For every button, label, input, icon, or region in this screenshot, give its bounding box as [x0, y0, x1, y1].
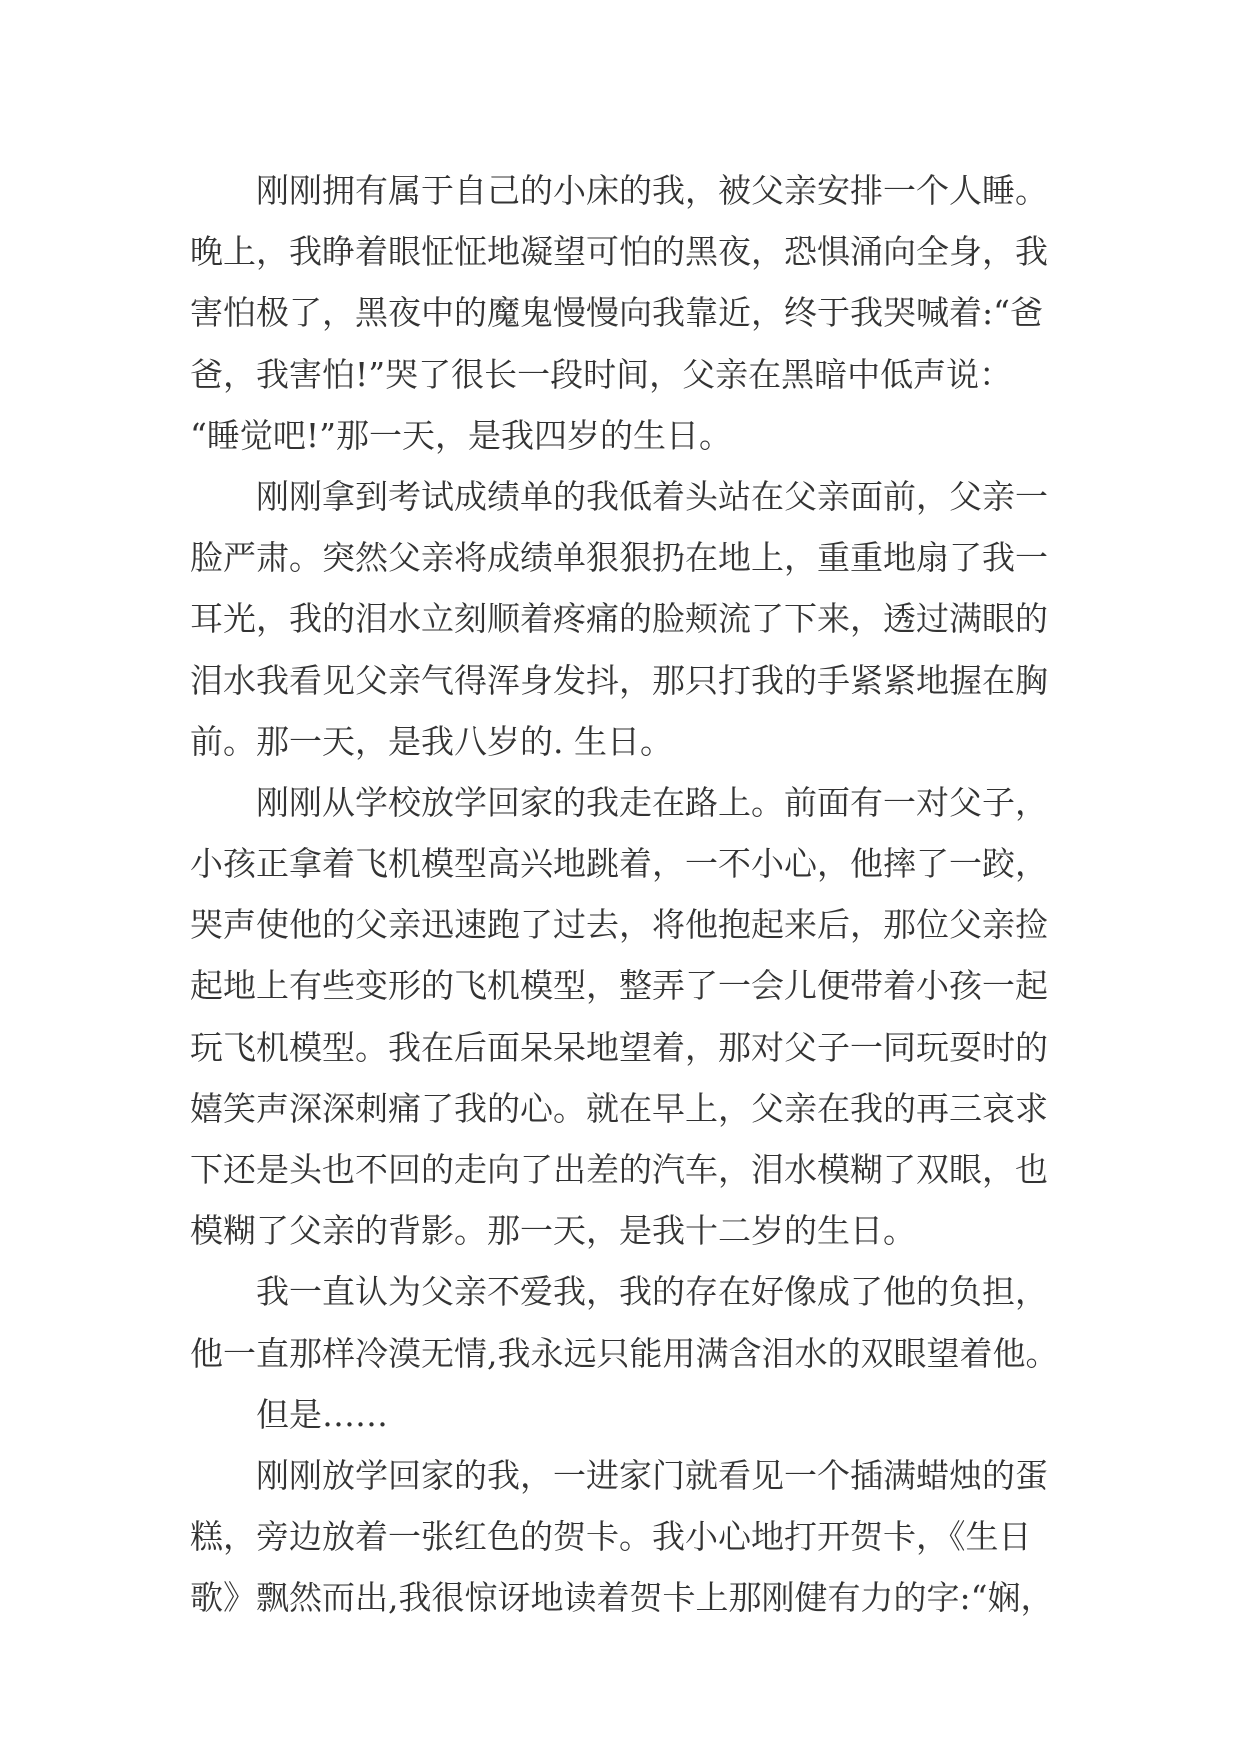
text-line: 但是……: [256, 1394, 388, 1434]
text-line: 刚刚放学回家的我，一进家门就看见一个插满蜡烛的蛋: [256, 1455, 1048, 1495]
text-line: 糕，旁边放着一张红色的贺卡。我小心地打开贺卡，《生日: [190, 1517, 1032, 1557]
text-line: 歌》飘然而出,我很惊讶地读着贺卡上那刚健有力的字:“娴，: [190, 1578, 1054, 1618]
text-line: 嬉笑声深深刺痛了我的心。就在早上，父亲在我的再三哀求: [190, 1088, 1048, 1128]
text-line: 小孩正拿着飞机模型高兴地跳着，一不小心，他摔了一跤，: [190, 844, 1048, 884]
text-line: 前。那一天，是我八岁的. 生日。: [190, 721, 673, 761]
text-line: “睡觉吧!”那一天，是我四岁的生日。: [190, 415, 733, 455]
document-body: [190, 160, 1090, 1629]
text-line: 起地上有些变形的飞机模型，整弄了一会儿便带着小孩一起: [190, 966, 1048, 1006]
text-line: 刚刚从学校放学回家的我走在路上。前面有一对父子，: [256, 782, 1048, 822]
text-line: 爸，我害怕!”哭了很长一段时间，父亲在黑暗中低声说：: [190, 354, 1013, 394]
text-line: 模糊了父亲的背影。那一天，是我十二岁的生日。: [190, 1211, 916, 1251]
text-line: 耳光，我的泪水立刻顺着疼痛的脸颊流了下来，透过满眼的: [190, 599, 1048, 639]
text-line: 我一直认为父亲不爱我，我的存在好像成了他的负担，: [256, 1272, 1048, 1312]
text-line: 泪水我看见父亲气得浑身发抖，那只打我的手紧紧地握在胸: [190, 660, 1048, 700]
text-line: 他一直那样冷漠无情,我永远只能用满含泪水的双眼望着他。: [190, 1333, 1059, 1373]
text-line: 玩飞机模型。我在后面呆呆地望着，那对父子一同玩耍时的: [190, 1027, 1048, 1067]
text-line: 晚上，我睁着眼怔怔地凝望可怕的黑夜，恐惧涌向全身，我: [190, 232, 1048, 272]
text-line: 害怕极了，黑夜中的魔鬼慢慢向我靠近，终于我哭喊着:“爸: [190, 293, 1043, 333]
text-line: 脸严肃。突然父亲将成绩单狠狠扔在地上，重重地扇了我一: [190, 538, 1048, 578]
text-line: 刚刚拿到考试成绩单的我低着头站在父亲面前，父亲一: [256, 476, 1048, 516]
text-line: 哭声使他的父亲迅速跑了过去，将他抱起来后，那位父亲捡: [190, 905, 1048, 945]
text-line: 下还是头也不回的走向了出差的汽车，泪水模糊了双眼，也: [190, 1150, 1048, 1189]
text-line: 刚刚拥有属于自己的小床的我，被父亲安排一个人睡。: [256, 171, 1048, 210]
